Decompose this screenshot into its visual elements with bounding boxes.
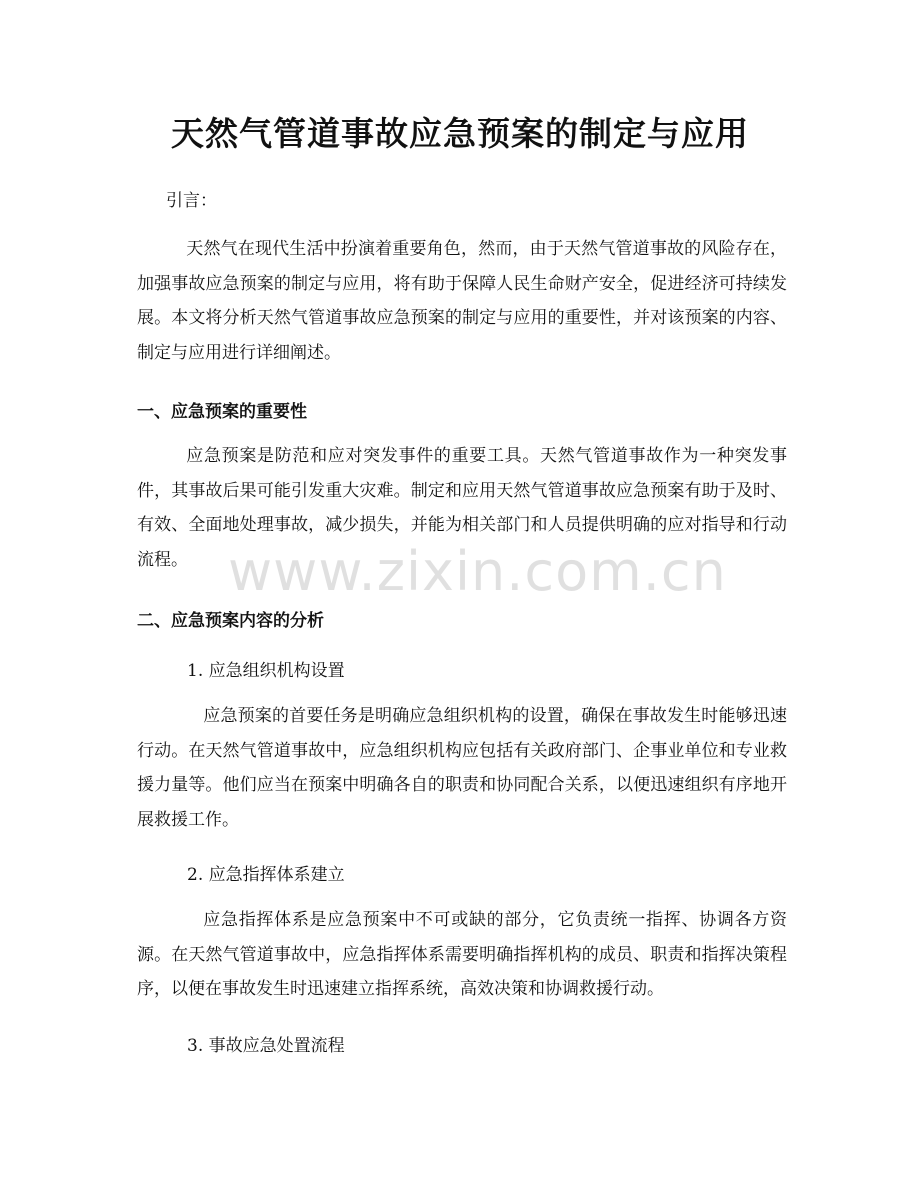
subsection-paragraph-command: 应急指挥体系是应急预案中不可或缺的部分，它负责统一指挥、协调各方资源。在天然气管道事故中，应急指挥体系需要明确指挥机构的成员、职责和指挥决策程序，以便在事故发生时迅速建立指挥系统，高效决策和协调救援行动。	[137, 910, 787, 999]
subsection-heading-procedure: 3. 事故应急处置流程	[187, 1036, 345, 1056]
section-heading-importance: 一、应急预案的重要性	[137, 402, 307, 422]
document-title: 天然气管道事故应急预案的制定与应用	[171, 114, 749, 153]
watermark: www.zixin.com.cn	[228, 540, 727, 603]
subsection-paragraph-organization: 应急预案的首要任务是明确应急组织机构的设置，确保在事故发生时能够迅速行动。在天然气管道事故中，应急组织机构应包括有关政府部门、企事业单位和专业救援力量等。他们应当在预案中明确各自的职责和协同配合关系，以便迅速组织有序地开展救援工作。	[137, 706, 787, 830]
subsection-heading-command: 2. 应急指挥体系建立	[187, 865, 345, 885]
subsection-heading-organization: 1. 应急组织机构设置	[187, 661, 345, 681]
section-heading-content-analysis: 二、应急预案内容的分析	[137, 611, 324, 631]
intro-label: 引言：	[166, 191, 217, 211]
intro-paragraph: 天然气在现代生活中扮演着重要角色，然而，由于天然气管道事故的风险存在，加强事故应急预案的制定与应用，将有助于保障人民生命财产安全，促进经济可持续发展。本文将分析天然气管道事故应急预案的制定与应用的重要性，并对该预案的内容、制定与应用进行详细阐述。	[137, 239, 787, 363]
section-paragraph-importance: 应急预案是防范和应对突发事件的重要工具。天然气管道事故作为一种突发事件，其事故后果可能引发重大灾难。制定和应用天然气管道事故应急预案有助于及时、有效、全面地处理事故，减少损失，并能为相关部门和人员提供明确的应对指导和行动流程。	[137, 446, 787, 570]
